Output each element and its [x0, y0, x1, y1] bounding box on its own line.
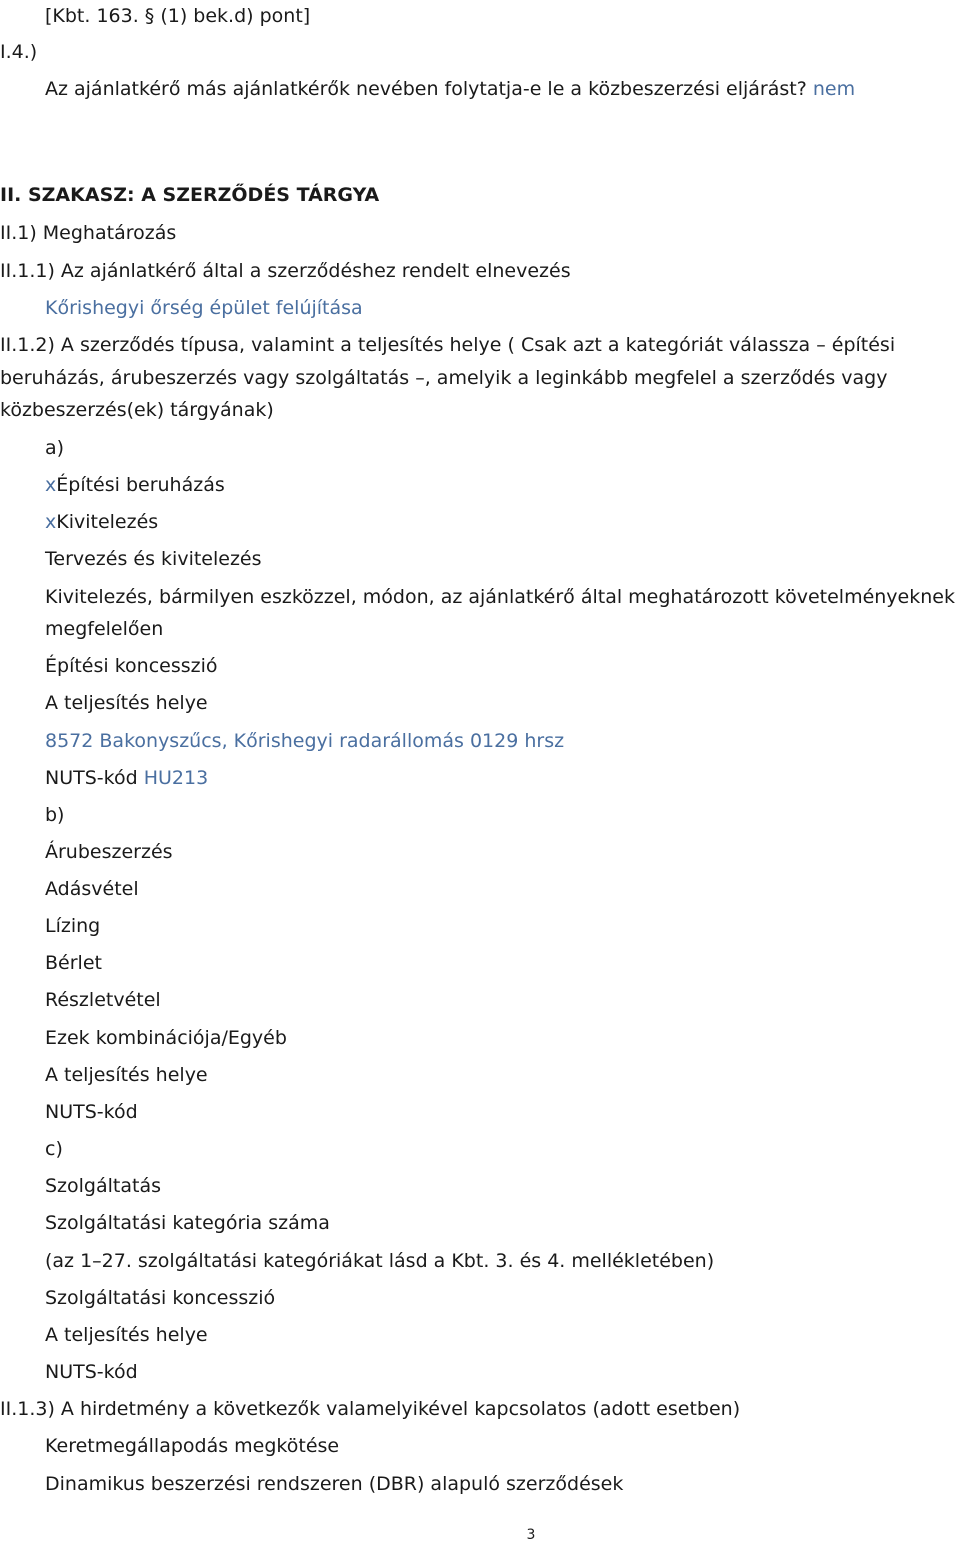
list-item: Szolgáltatási kategória száma [45, 1212, 330, 1234]
part-c-label: c) [45, 1138, 63, 1160]
i4-answer: nem [812, 78, 856, 100]
part-a-label: a) [45, 437, 65, 459]
nuts-a [45, 766, 208, 790]
i4-question [45, 77, 855, 101]
list-item: A teljesítés helye [45, 1324, 208, 1346]
list-item: (az 1–27. szolgáltatási kategóriákat lásd a Kbt. 3. és 4. mellékletében) [45, 1250, 715, 1272]
tervezes-item: Tervezés és kivitelezés [45, 548, 262, 570]
ii12-line3: közbeszerzés(ek) tárgyának) [0, 399, 274, 421]
kivitelezes-item [45, 510, 158, 534]
list-item: Keretmegállapodás megkötése [45, 1435, 340, 1457]
check-mark: x [45, 511, 57, 533]
ii11-value: Kőrishegyi őrség épület felújítása [45, 297, 363, 319]
nuts-value: HU213 [143, 767, 209, 789]
ii11-label: II.1.1) Az ajánlatkérő által a szerződéshez rendelt elnevezés [0, 260, 571, 282]
list-item: Bérlet [45, 952, 102, 974]
ii13-label: II.1.3) A hirdetmény a következők valamelyikével kapcsolatos (adott esetben) [0, 1398, 741, 1420]
section2-heading: II. SZAKASZ: A SZERZŐDÉS TÁRGYA [0, 184, 380, 206]
part-b-label: b) [45, 804, 65, 826]
epitesi-beruhazas-text: Építési beruházás [56, 474, 225, 496]
list-item: NUTS-kód [45, 1101, 138, 1123]
list-item: Részletvétel [45, 989, 161, 1011]
list-item: Dinamikus beszerzési rendszeren (DBR) alapuló szerződések [45, 1473, 624, 1495]
i4-question-text: Az ajánlatkérő más ajánlatkérők nevében folytatja-e le a közbeszerzési eljárást? [45, 78, 807, 100]
list-item: Adásvétel [45, 878, 139, 900]
kivitelezes-text: Kivitelezés [56, 511, 159, 533]
ii12-line1: II.1.2) A szerződés típusa, valamint a teljesítés helye ( Csak azt a kategóriát válassza – építési [0, 334, 896, 356]
teljesites-helye-a: A teljesítés helye [45, 692, 208, 714]
kbt-reference: [Kbt. 163. § (1) bek.d) pont] [45, 5, 311, 27]
ii1-heading: II.1) Meghatározás [0, 222, 177, 244]
list-item: Árubeszerzés [45, 841, 173, 863]
ii12-line2: beruházás, árubeszerzés vagy szolgáltatás –, amelyik a leginkább megfelel a szerződés vagy [0, 367, 888, 389]
list-item: A teljesítés helye [45, 1064, 208, 1086]
kivitelezes-barmilyen-1: Kivitelezés, bármilyen eszközzel, módon, az ajánlatkérő által meghatározott követelményeknek [45, 586, 955, 608]
nuts-label: NUTS-kód [45, 767, 138, 789]
epitesi-beruhazas-item [45, 473, 225, 497]
list-item: Szolgáltatás [45, 1175, 162, 1197]
epitesi-koncesszio-item: Építési koncesszió [45, 655, 218, 677]
list-item: Szolgáltatási koncesszió [45, 1287, 276, 1309]
list-item: Ezek kombinációja/Egyéb [45, 1027, 287, 1049]
list-item: Lízing [45, 915, 101, 937]
page-number: 3 [526, 1527, 536, 1543]
check-mark: x [45, 474, 57, 496]
kivitelezes-barmilyen-2: megfelelően [45, 618, 164, 640]
list-item: NUTS-kód [45, 1361, 138, 1383]
teljesites-helye-value: 8572 Bakonyszűcs, Kőrishegyi radarállomás 0129 hrsz [45, 730, 565, 752]
i4-label: I.4.) [0, 41, 38, 63]
